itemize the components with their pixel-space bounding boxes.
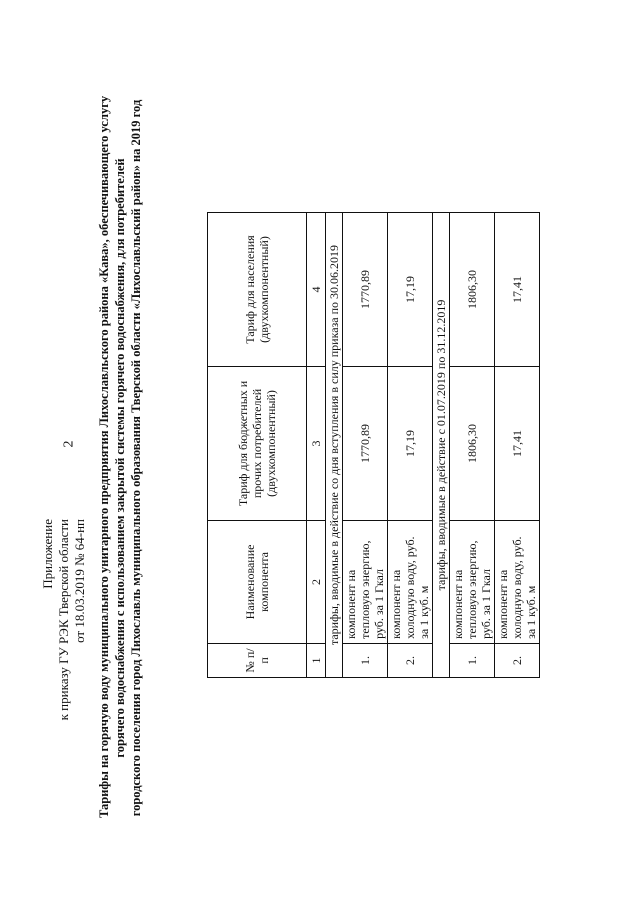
table-row	[343, 213, 388, 678]
row-population-value: 17,19	[388, 213, 433, 367]
col-num-1: 1	[307, 643, 326, 677]
row-component: компонент на тепловую энергию, руб. за 1 Гкал	[450, 520, 495, 643]
document-title	[96, 95, 144, 818]
row-budget-value: 17,41	[495, 367, 540, 521]
header-num: № п/п	[208, 643, 307, 677]
header-budget-tariff: Тариф для бюджетных и прочих потребителей (двухкомпонентный)	[208, 367, 307, 521]
section-row	[433, 213, 450, 678]
table-row	[495, 213, 540, 678]
column-number-row	[307, 213, 326, 678]
header-population-tariff: Тариф для населения (двухкомпонентный)	[208, 213, 307, 367]
row-population-value: 1806,30	[450, 213, 495, 367]
table-row	[388, 213, 433, 678]
row-num: 2.	[388, 643, 433, 677]
header-component: Наименование компонента	[208, 520, 307, 643]
row-num: 1.	[343, 643, 388, 677]
row-population-value: 1770,89	[343, 213, 388, 367]
appendix-order: к приказу ГУ РЭК Тверской области	[56, 519, 71, 721]
row-component: компонент на тепловую энергию, руб. за 1 Гкал	[343, 520, 388, 643]
section-title: тарифы, вводимые в действие со дня вступления в силу приказа по 30.06.2019	[326, 213, 343, 678]
row-component: компонент на холодную воду, руб. за 1 куб. м	[388, 520, 433, 643]
page-number: 2	[61, 440, 77, 448]
row-population-value: 17,41	[495, 213, 540, 367]
title-line-1: Тарифы на горячую воду муниципального унитарного предприятия Лихославльского района «Кава», обеспечивающего услугу	[97, 95, 111, 818]
section-row	[326, 213, 343, 678]
table-row	[450, 213, 495, 678]
row-component: компонент на холодную воду, руб. за 1 куб. м	[495, 520, 540, 643]
table-header-row	[208, 213, 307, 678]
row-num: 1.	[450, 643, 495, 677]
appendix-reference	[40, 519, 88, 879]
row-num: 2.	[495, 643, 540, 677]
tariff-table	[207, 212, 540, 678]
col-num-4: 4	[307, 213, 326, 367]
title-line-2: горячего водоснабжения с использованием закрытой системы горячего водоснабжения, для потребителей	[113, 158, 127, 758]
appendix-date: от 18.03.2019 № 64-нп	[72, 519, 87, 643]
col-num-3: 3	[307, 367, 326, 521]
col-num-2: 2	[307, 520, 326, 643]
section-title: тарифы, вводимые в действие с 01.07.2019 по 31.12.2019	[433, 213, 450, 678]
row-budget-value: 17,19	[388, 367, 433, 521]
row-budget-value: 1770,89	[343, 367, 388, 521]
title-line-3: городского поселения город Лихославль муниципального образования Тверской области «Лихославльский район» на 2019 год	[129, 99, 143, 817]
appendix-label: Приложение	[40, 519, 55, 589]
row-budget-value: 1806,30	[450, 367, 495, 521]
